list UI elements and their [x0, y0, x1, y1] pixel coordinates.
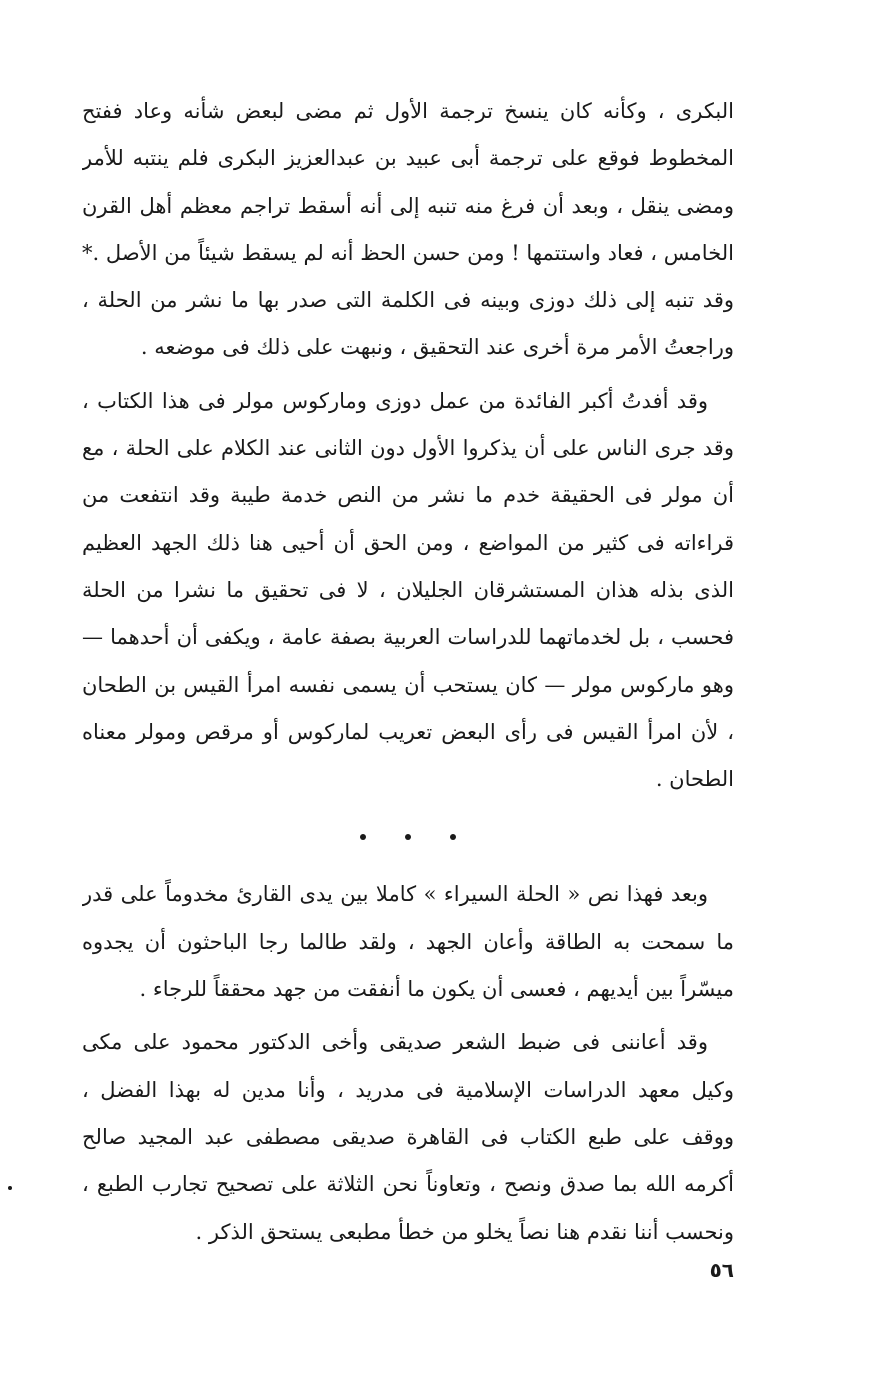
paragraph-3: وبعد فهذا نص « الحلة السيراء » كاملا بين يدى القارئ مخدوماً على قدر ما سمحت به الطاقة وأعان الجهد ، ولقد طالما رجا الباحثون أن يجدوه ميسّراً بين أيديهم ، فعسى أن يكون ما أنفقت من جهد محققاً للرجاء . — [82, 882, 734, 1002]
separator-dot — [360, 834, 366, 840]
paragraph-2: وقد أفدتُ أكبر الفائدة من عمل دوزى وماركوس مولر فى هذا الكتاب ، وقد جرى الناس على أن يذكروا الأول دون الثانى عند الكلام على الحلة ، مع أن مولر فى الحقيقة خدم ما نشر من النص خدمة طيبة وقد انتفعت من قراءاته فى كثير من المواضع ، ومن الحق أن أحيى هنا ذلك الجهد العظيم الذى بذله هذان المستشرقان الجليلان ، لا فى تحقيق ما نشرا من الحلة فحسب ، بل لخدماتهما للدراسات العربية بصفة عامة ، ويكفى أن أحدهما — وهو ماركوس مولر — كان يستحب أن يسمى نفسه امرأ القيس بن الطحان ، لأن امرأ القيس فى رأى البعض تعريب لماركوس أو مرقص ومولر معناه الطحان . — [82, 388, 734, 792]
separator-dot — [405, 834, 411, 840]
page-body — [82, 88, 734, 1358]
page-number: ٥٦ — [709, 1258, 734, 1282]
separator-dot — [450, 834, 456, 840]
paragraph-1: البكرى ، وكأنه كان ينسخ ترجمة الأول ثم مضى لبعض شأنه وعاد ففتح المخطوط فوقع على ترجمة أبى عبيد بن عبدالعزيز البكرى فلم ينتبه للأمر ومضى ينقل ، وبعد أن فرغ منه تنبه إلى أنه أسقط تراجم معظم أهل القرن الخامس ، فعاد واستتمها ! ومن حسن الحظ أنه لم يسقط شيئاً من الأصل .* وقد تنبه إلى ذلك دوزى وبينه فى الكلمة التى صدر بها ما نشر من الحلة ، وراجعتُ الأمر مرة أخرى عند التحقيق ، ونبهت على ذلك فى موضعه . — [82, 99, 734, 360]
paragraph-4: وقد أعاننى فى ضبط الشعر صديقى وأخى الدكتور محمود على مكى وكيل معهد الدراسات الإسلامية فى مدريد ، وأنا مدين له بهذا الفضل ، ووقف على طبع الكتاب فى القاهرة صديقى مصطفى عبد المجيد صالح أكرمه الله بما صدق ونصح ، وتعاوناً نحن الثلاثة على تصحيح تجارب الطبع ، ونحسب أننا نقدم هنا نصاً يخلو من خطأ مطبعى يستحق الذكر . — [82, 1030, 734, 1244]
section-separator — [82, 817, 734, 857]
scan-speck — [8, 1186, 12, 1190]
